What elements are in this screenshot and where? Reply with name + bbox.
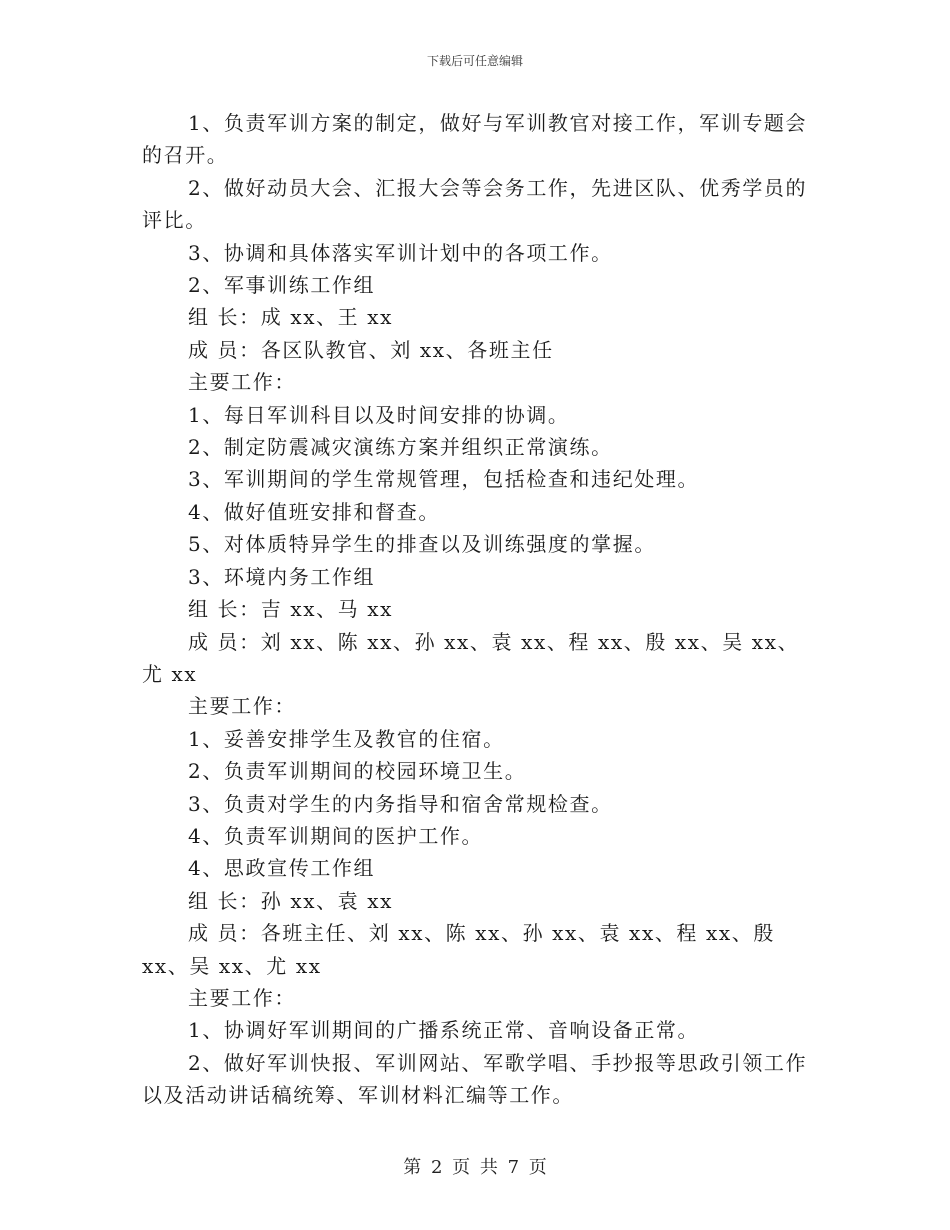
paragraph: 2、负责军训期间的校园环境卫生。: [188, 759, 527, 784]
group-members-line: 成 员：各区队教官、刘 xx、各班主任: [188, 337, 554, 362]
group-members-line: 成 员：刘 xx、陈 xx、孙 xx、袁 xx、程 xx、殷 xx、吴 xx、尤 xx: [142, 629, 800, 686]
section-heading: 2、军事训练工作组: [188, 273, 376, 298]
group-leader-line: 组 长：孙 xx、袁 xx: [188, 888, 393, 913]
document-body: [142, 107, 810, 1112]
paragraph: 1、每日军训科目以及时间安排的协调。: [188, 402, 570, 427]
paragraph: 2、做好动员大会、汇报大会等会务工作，先进区队、优秀学员的评比。: [142, 175, 808, 233]
paragraph: 4、做好值班安排和督查。: [188, 499, 440, 524]
paragraph: 2、制定防震减灾演练方案并组织正常演练。: [188, 435, 613, 460]
section-heading: 4、思政宣传工作组: [188, 856, 376, 881]
page-header: 下载后可任意编辑: [426, 54, 523, 68]
group-members-line: 成 员：各班主任、刘 xx、陈 xx、孙 xx、袁 xx、程 xx、殷 xx、吴 xx、尤 xx: [142, 921, 775, 978]
paragraph: 1、负责军训方案的制定，做好与军训教官对接工作，军训专题会的召开。: [142, 111, 808, 168]
paragraph: 1、协调好军训期间的广播系统正常、音响设备正常。: [188, 1018, 700, 1043]
paragraph: 4、负责军训期间的医护工作。: [188, 823, 484, 848]
page-number-footer: 第 2 页 共 7 页: [403, 1157, 547, 1178]
group-leader-line: 组 长：吉 xx、马 xx: [188, 597, 393, 622]
paragraph: 1、妥善安排学生及教官的住宿。: [188, 726, 505, 751]
main-work-heading: 主要工作：: [188, 694, 296, 719]
main-work-heading: 主要工作：: [188, 985, 296, 1010]
paragraph: 3、军训期间的学生常规管理，包括检查和违纪处理。: [188, 467, 700, 492]
paragraph: 3、负责对学生的内务指导和宿舍常规检查。: [188, 791, 613, 816]
paragraph: 2、做好军训快报、军训网站、军歌学唱、手抄报等思政引领工作以及活动讲话稿统筹、军训材料汇编等工作。: [142, 1050, 808, 1108]
group-leader-line: 组 长：成 xx、王 xx: [188, 305, 393, 330]
paragraph: 3、协调和具体落实军训计划中的各项工作。: [188, 240, 613, 265]
section-heading: 3、环境内务工作组: [188, 564, 376, 589]
main-work-heading: 主要工作：: [188, 370, 296, 395]
paragraph: 5、对体质特异学生的排查以及训练强度的掌握。: [188, 532, 656, 557]
